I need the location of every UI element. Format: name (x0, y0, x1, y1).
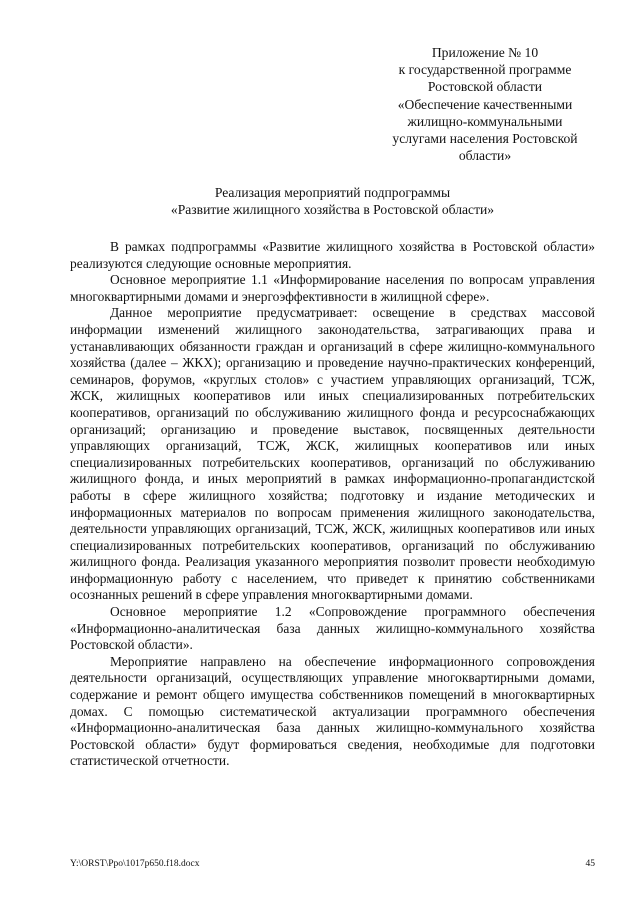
appendix-line: жилищно-коммунальными (407, 113, 563, 129)
document-body (70, 239, 595, 770)
heading-line-2: «Развитие жилищного хозяйства в Ростовской области» (170, 202, 495, 217)
paragraph-measure-1-1-description: Данное мероприятие предусматривает: освещение в средствах массовой информации изменений жилищного законодательства, затрагивающих права и устанавливающих обязанности граждан и организаций в сфере жилищно-коммунального хозяйства (далее – ЖКХ); организацию и проведение научно-практических конференций, семинаров, форумов, «круглых столов» с участием управляющих организаций, ТСЖ, ЖСК, жилищных кооперативов или иных специализированных потребительских кооперативов, организаций по обслуживанию жилищного фонда и ресурсоснабжающих организаций; организацию и проведение выставок, посвященных деятельности управляющих организаций, ТСЖ, ЖСК, жилищных кооперативов или иных специализированных потребительских кооперативов, организаций по обслуживанию жилищного фонда, и иных мероприятий в рамках информационно-пропагандистской работы в сфере жилищного хозяйства; подготовку и издание методических и информационных материалов по вопросам применения жилищного законодательства, деятельности управляющих организаций, ТСЖ, ЖСК, жилищных кооперативов или иных специализированных потребительских кооперативов, организаций по обслуживанию жилищного фонда. Реализация указанного мероприятия позволит провести необходимую информационную работу с населением, что приведет к принятию собственниками осознанных решений в сфере управления многоквартирными домами. (70, 305, 595, 603)
paragraph-intro: В рамках подпрограммы «Развитие жилищного хозяйства в Ростовской области» реализуются следующие основные мероприятия. (70, 239, 595, 271)
heading-line-1: Реализация мероприятий подпрограммы (214, 185, 451, 200)
section-heading (70, 184, 595, 218)
appendix-line: Ростовской области (427, 79, 543, 95)
appendix-header (380, 44, 590, 164)
paragraph-measure-1-1: Основное мероприятие 1.1 «Информирование населения по вопросам управления многоквартирными домами и энергоэффективности в жилищной сфере». (70, 272, 595, 304)
appendix-line: к государственной программе (398, 62, 572, 78)
page-number: 45 (585, 859, 595, 869)
appendix-line: области» (458, 148, 512, 164)
appendix-line: «Обеспечение качественными (397, 96, 573, 112)
paragraph-measure-1-2-description: Мероприятие направлено на обеспечение информационного сопровождения деятельности организаций, осуществляющих управление многоквартирными домами, содержание и ремонт общего имущества собственников помещений в многоквартирных домах. С помощью систематической актуализации программного обеспечения «Информационно-аналитическая база данных жилищно-коммунального хозяйства Ростовской области» будут формироваться сведения, необходимые для подготовки статистической отчетности. (70, 653, 595, 769)
appendix-line: услугами населения Ростовской (392, 131, 578, 147)
footer-file-path: Y:\ORST\Ppo\1017p650.f18.docx (70, 859, 200, 869)
paragraph-measure-1-2: Основное мероприятие 1.2 «Сопровождение программного обеспечения «Информационно-аналитическая база данных жилищно-коммунального хозяйства Ростовской области». (70, 604, 595, 653)
appendix-line: Приложение № 10 (431, 45, 539, 60)
